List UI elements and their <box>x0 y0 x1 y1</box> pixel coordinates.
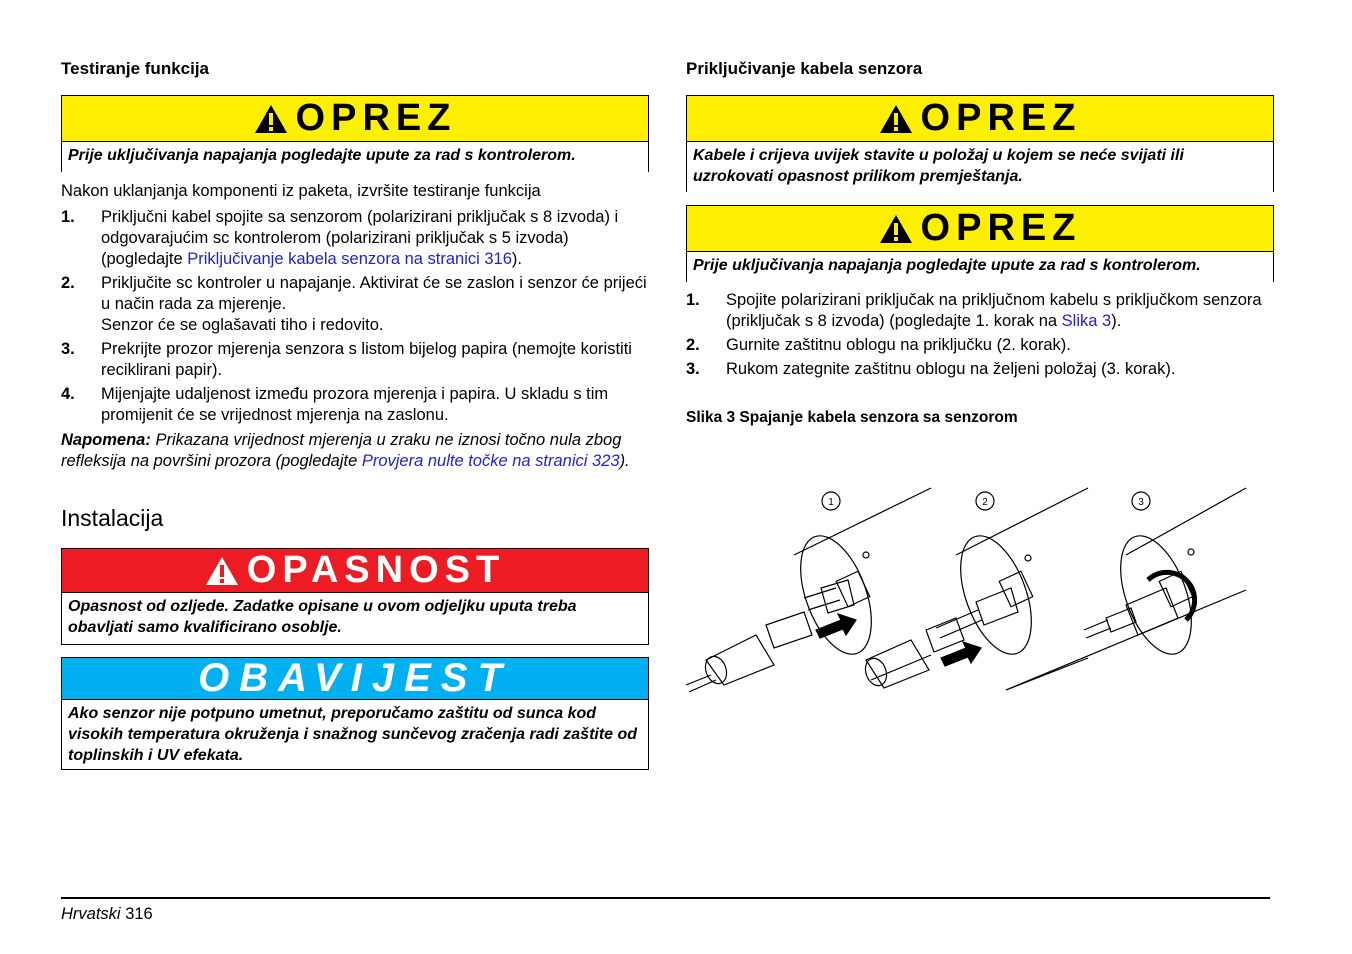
danger-text: Opasnost od ozljede. Zadatke opisane u ovom odjeljku uputa treba obavljati samo kvalificirano osoblje. <box>68 598 577 636</box>
caution-text: Kabele i crijeva uvijek stavite u položaj u kojem se neće svijati ili uzrokovati opasnost prilikom premještanja. <box>687 142 1273 193</box>
list-item <box>61 339 647 381</box>
warning-triangle-icon <box>205 556 239 586</box>
figure-panel-2 <box>862 488 1088 690</box>
figure-panel-3 <box>1006 488 1246 690</box>
caution-header <box>62 96 648 142</box>
step-number: 2. <box>686 336 700 354</box>
step-number: 3. <box>686 360 700 378</box>
notice-box <box>61 657 649 770</box>
link-provjera[interactable]: Provjera nulte točke na stranici 323 <box>361 452 620 470</box>
test-steps-list <box>61 207 647 429</box>
step-number: 4. <box>61 385 75 403</box>
danger-label: OPASNOST <box>246 549 506 591</box>
caution-text: Prije uključivanja napajanja pogledajte upute za rad s kontrolerom. <box>687 252 1273 282</box>
sensor-connection-figure <box>686 480 1256 700</box>
note-text: Prikazana vrijednost mjerenja u zraku ne iznosi točno nula zbog refleksija na površini prozora (pogledajte <box>61 431 622 470</box>
arrow-icon <box>941 642 981 666</box>
page-footer <box>61 905 153 924</box>
list-item <box>61 273 647 336</box>
list-item <box>61 207 647 270</box>
figure-panel-1 <box>686 488 931 692</box>
connect-steps-list <box>686 290 1272 383</box>
caution-label: OPREZ <box>295 97 457 139</box>
notice-text: Ako senzor nije potpuno umetnut, preporučamo zaštitu od sunca kod visokih temperatura okruženja i snažnog sunčevog zračenja radi zaštite od toplinskih i UV efekata. <box>68 705 638 764</box>
step-number: 1. <box>686 291 700 309</box>
step-subtext: Senzor će se oglašavati tiho i redovito. <box>101 316 384 334</box>
step-text: Gurnite zaštitnu oblogu na priključku (2. korak). <box>726 336 1071 354</box>
list-item <box>686 290 1272 332</box>
step-text-end: ). <box>1111 312 1122 330</box>
caution-header <box>687 96 1273 142</box>
caution-label: OPREZ <box>920 97 1082 139</box>
notice-header <box>62 658 648 700</box>
list-item <box>686 359 1272 380</box>
step-number: 1. <box>61 208 75 226</box>
step-text: Prekrijte prozor mjerenja senzora s listom bijelog papira (nemojte koristiti reciklirani papir). <box>101 340 632 379</box>
step-text: Spojite polarizirani priključak na priključnom kabelu s priključkom senzora (priključak s 8 izvoda) (pogledajte 1. korak na <box>726 291 1262 330</box>
link-slika-3[interactable]: Slika 3 <box>1061 312 1112 330</box>
list-item <box>686 335 1272 356</box>
step-text: Priključni kabel spojite sa senzorom (polarizirani priključak s 8 izvoda) i odgovarajućim sc kontrolerom (polarizirani priključak s 5 izvoda) (pogledajte <box>101 208 619 268</box>
caution-box-2 <box>686 95 1274 192</box>
caution-label: OPREZ <box>920 207 1082 249</box>
warning-triangle-icon <box>879 214 913 244</box>
step-number: 2. <box>61 274 75 292</box>
caution-text: Prije uključivanja napajanja pogledajte upute za rad s kontrolerom. <box>62 142 648 172</box>
figure-step-label: 2 <box>982 497 988 508</box>
step-text-end: ). <box>511 250 523 268</box>
intro-text: Nakon uklanjanja komponenti iz paketa, izvršite testiranje funkcija <box>61 182 541 200</box>
caution-box-3 <box>686 205 1274 282</box>
caution-header <box>687 206 1273 252</box>
note-text-end: ). <box>619 452 630 470</box>
danger-header <box>62 549 648 593</box>
section-title-instalacija: Instalacija <box>61 505 164 531</box>
step-text: Mijenjajte udaljenost između prozora mjerenja i papira. U skladu s tim promijenit će se vrijednost mjerenja na zaslonu. <box>101 385 609 424</box>
caution-box-1 <box>61 95 649 172</box>
warning-triangle-icon <box>254 104 288 134</box>
figure-step-label: 3 <box>1138 497 1144 508</box>
step-text: Rukom zategnite zaštitnu oblogu na željeni položaj (3. korak). <box>726 360 1176 378</box>
step-number: 3. <box>61 340 75 358</box>
list-item <box>61 384 647 426</box>
note-label: Napomena: <box>61 431 151 449</box>
step-text: Priključite sc kontroler u napajanje. Aktivirat će se zaslon i senzor će prijeći u način rada za mjerenje. <box>101 274 647 313</box>
footer-language: Hrvatski <box>61 905 121 923</box>
danger-box <box>61 548 649 645</box>
warning-triangle-icon <box>879 104 913 134</box>
footer-page-number: 316 <box>125 905 153 923</box>
link-prikljucivanje[interactable]: Priključivanje kabela senzora na stranici 316 <box>187 250 512 268</box>
figure-caption: Slika 3 Spajanje kabela senzora sa senzorom <box>686 409 1018 426</box>
note-paragraph <box>61 430 647 472</box>
footer-divider <box>61 897 1270 899</box>
notice-label: OBAVIJEST <box>198 656 512 700</box>
section-title-prikljucivanje: Priključivanje kabela senzora <box>686 59 923 78</box>
arrow-icon <box>816 614 856 638</box>
section-title-testiranje: Testiranje funkcija <box>61 59 210 78</box>
figure-step-label: 1 <box>828 497 834 508</box>
